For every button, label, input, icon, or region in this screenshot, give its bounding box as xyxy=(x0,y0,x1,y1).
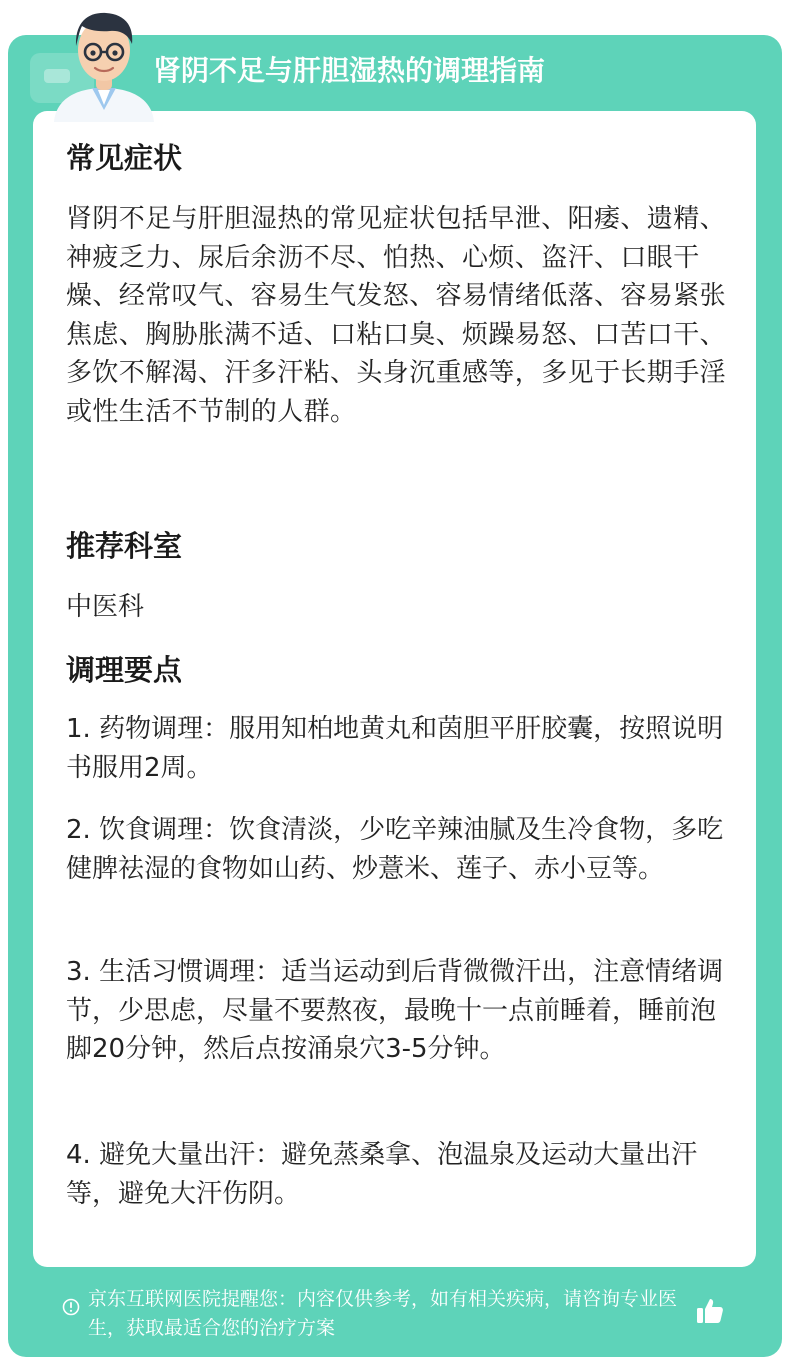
symptoms-text: 肾阴不足与肝胆湿热的常见症状包括早泄、阳痿、遗精、神疲乏力、尿后余沥不尽、怕热、心烦、盗汗、口眼干燥、经常叹气、容易生气发怒、容易情绪低落、容易紧张焦虑、胸胁胀满不适、口粘口臭、烦躁易怒、口苦口干、多饮不解渴、汗多汗粘、头身沉重感等，多见于长期手淫或性生活不节制的人群。 xyxy=(66,204,727,427)
care-item: 1. 药物调理：服用知柏地黄丸和茵胆平肝胶囊，按照说明书服用2周。 xyxy=(66,714,724,783)
info-icon xyxy=(62,1298,80,1316)
care-heading: 调理要点 xyxy=(66,653,183,687)
page-title: 肾阴不足与肝胆湿热的调理指南 xyxy=(153,54,546,87)
department-text: 中医科 xyxy=(66,592,145,622)
care-item: 3. 生活习惯调理：适当运动到后背微微汗出，注意情绪调节，少思虑，尽量不要熬夜，最晚十一点前睡着，睡前泡脚20分钟，然后点按涌泉穴3-5分钟。 xyxy=(66,957,724,1064)
content-card xyxy=(33,111,756,1267)
doctor-avatar-icon xyxy=(48,6,160,122)
thumbs-up-icon[interactable] xyxy=(694,1295,726,1327)
guide-panel xyxy=(8,35,782,1357)
symptoms-heading: 常见症状 xyxy=(66,141,183,175)
disclaimer-footer xyxy=(8,1279,782,1357)
department-heading: 推荐科室 xyxy=(66,529,183,563)
care-item: 4. 避免大量出汗：避免蒸桑拿、泡温泉及运动大量出汗等，避免大汗伤阴。 xyxy=(66,1140,698,1209)
care-item: 2. 饮食调理：饮食清淡，少吃辛辣油腻及生冷食物，多吃健脾祛湿的食物如山药、炒薏米、莲子、赤小豆等。 xyxy=(66,815,724,884)
disclaimer-text: 京东互联网医院提醒您：内容仅供参考，如有相关疾病，请咨询专业医生，获取最适合您的治疗方案 xyxy=(88,1288,678,1339)
